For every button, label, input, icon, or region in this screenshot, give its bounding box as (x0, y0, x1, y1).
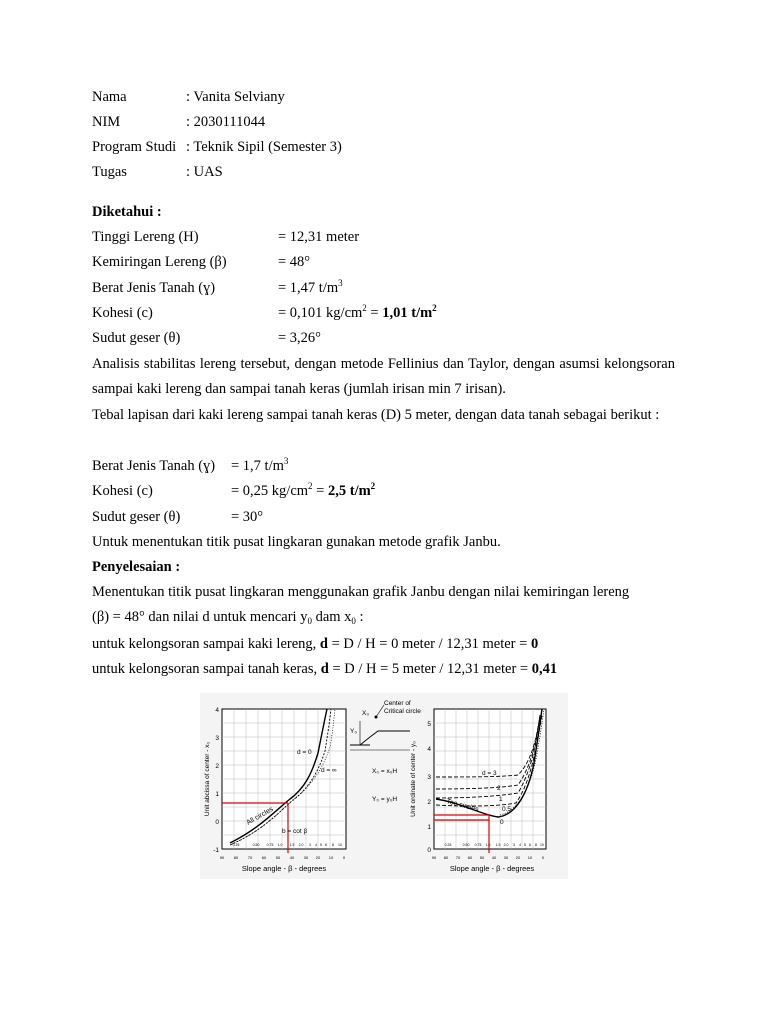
svg-text:6: 6 (529, 843, 531, 847)
label-05: 0.5 (502, 806, 512, 813)
label-y0: Y₀ (350, 728, 358, 735)
given-row (92, 278, 343, 297)
svg-text:2.0: 2.0 (503, 843, 509, 847)
label-bcot: b = cot β (282, 828, 308, 835)
left-ylabel: Unit abcissa of center - x₀ (204, 741, 211, 817)
nama-value: : Vanita Selviany (186, 89, 285, 105)
svg-text:0: 0 (215, 819, 219, 826)
svg-text:3: 3 (427, 774, 431, 781)
svg-text:4: 4 (215, 707, 219, 714)
given-label: Berat Jenis Tanah (ɣ) (92, 280, 216, 296)
unit-exponent: 2 (308, 481, 313, 491)
unit-exponent: 2 (370, 481, 376, 491)
given-row (92, 329, 321, 347)
svg-text:0.50: 0.50 (462, 843, 470, 847)
label-2: 2 (497, 785, 501, 792)
unit-exponent: 2 (432, 303, 437, 313)
svg-text:5: 5 (524, 843, 526, 847)
given-label: Sudut geser (θ) (92, 330, 181, 346)
given-value: = 3,26° (278, 330, 321, 346)
svg-text:40: 40 (289, 855, 295, 860)
janbu-chart-figure (200, 693, 568, 879)
given-row (92, 303, 437, 322)
svg-text:80: 80 (443, 855, 449, 860)
given-row (92, 253, 311, 271)
svg-text:4: 4 (519, 843, 521, 847)
equals-sign: = (366, 305, 383, 321)
svg-text:50: 50 (275, 855, 281, 860)
tugas-row (92, 163, 223, 181)
hardsoil-value: = 1,7 t/m (231, 458, 284, 474)
svg-text:0.75: 0.75 (266, 843, 274, 847)
diketahui-heading: Diketahui : (92, 204, 162, 220)
hardsoil-failure-line: untuk kelongsoran sampai tanah keras, d = D / H = 5 meter / 12,31 meter = 0,41 (92, 661, 558, 677)
svg-text:10: 10 (328, 855, 334, 860)
given-value: = 48° (278, 254, 311, 270)
svg-text:30: 30 (303, 855, 309, 860)
nim-label: NIM (92, 114, 121, 130)
svg-text:20: 20 (315, 855, 321, 860)
label-x0h: X₀ = x₀H (372, 768, 398, 775)
svg-text:1.0: 1.0 (485, 843, 491, 847)
svg-text:70: 70 (455, 855, 461, 860)
svg-text:0.25: 0.25 (232, 843, 240, 847)
svg-text:1: 1 (427, 824, 431, 831)
given-label: Kemiringan Lereng (β) (92, 254, 227, 270)
svg-text:30: 30 (503, 855, 509, 860)
given-row (92, 228, 360, 246)
unit-exponent: 3 (283, 456, 289, 466)
svg-text:4: 4 (315, 843, 317, 847)
hardsoil-label: Kohesi (c) (92, 483, 153, 499)
prodi-value: : Teknik Sipil (Semester 3) (186, 139, 342, 155)
nama-row (92, 88, 285, 106)
hardsoil-row (92, 456, 289, 475)
svg-text:5: 5 (320, 843, 322, 847)
nama-label: Nama (92, 89, 127, 105)
svg-text:0.50: 0.50 (252, 843, 260, 847)
svg-text:60: 60 (467, 855, 473, 860)
given-label: Kohesi (c) (92, 305, 153, 321)
given-value: = 1,47 t/m (278, 280, 339, 296)
converted-value: 1,01 t/m (382, 305, 433, 321)
svg-text:0.75: 0.75 (474, 843, 482, 847)
svg-text:0: 0 (427, 847, 431, 854)
label-d3: d = 3 (482, 770, 497, 777)
given-value: = 0,101 kg/cm (278, 305, 363, 321)
svg-text:90: 90 (431, 855, 437, 860)
hardsoil-row (92, 508, 264, 526)
label-d0: d = 0 (297, 749, 312, 756)
analysis-paragraph: Analisis stabilitas lereng tersebut, dengan metode Fellinius dan Taylor, dengan asumsi kelongsoran sampai kaki lereng dan sampai tanah keras (jumlah irisan min 7 irisan). (92, 356, 675, 397)
toe-failure-line: untuk kelongsoran sampai kaki lereng, d = D / H = 0 meter / 12,31 meter = 0 (92, 636, 539, 652)
hardsoil-label: Berat Jenis Tanah (ɣ) (92, 458, 216, 474)
penyelesaian-heading: Penyelesaian : (92, 559, 181, 575)
svg-text:10: 10 (540, 843, 544, 847)
svg-text:20: 20 (515, 855, 521, 860)
left-xlabel: Slope angle - β - degrees (241, 864, 327, 873)
janbu-note: Untuk menentukan titik pusat lingkaran gunakan metode grafik Janbu. (92, 534, 501, 550)
svg-text:-1: -1 (213, 847, 219, 854)
hardsoil-value: = 30° (231, 509, 264, 525)
hardsoil-row (92, 481, 376, 500)
svg-text:4: 4 (427, 746, 431, 753)
svg-text:0.25: 0.25 (444, 843, 452, 847)
svg-text:10: 10 (338, 843, 342, 847)
svg-text:1.0: 1.0 (277, 843, 283, 847)
svg-text:0: 0 (541, 855, 545, 860)
prodi-row (92, 138, 342, 156)
svg-text:3: 3 (215, 735, 219, 742)
unit-exponent: 2 (362, 303, 367, 313)
janbu-chart-svg (200, 693, 568, 879)
label-y0h: Y₀ = y₀H (372, 796, 398, 803)
right-xlabel: Slope angle - β - degrees (449, 864, 535, 873)
label-critical: Critical circle (384, 708, 421, 715)
given-label: Tinggi Lereng (H) (92, 229, 199, 245)
label-dinf: d = ∞ (321, 767, 337, 774)
tugas-label: Tugas (92, 164, 127, 180)
svg-text:60: 60 (261, 855, 267, 860)
janbu-paragraph: Menentukan titik pusat lingkaran menggunakan grafik Janbu dengan nilai kemiringan lereng (β) = 48° dan nilai d untuk mencari $y_0$ dam $x_0$ : (92, 584, 630, 626)
hardsoil-label: Sudut geser (θ) (92, 509, 181, 525)
label-toe-circles: Toe circles (445, 798, 480, 814)
unit-exponent: 3 (338, 278, 343, 288)
left-chart (204, 707, 346, 873)
svg-text:1: 1 (215, 791, 219, 798)
hardsoil-value: = 0,25 kg/cm (231, 483, 309, 499)
svg-text:3: 3 (513, 843, 515, 847)
svg-text:40: 40 (491, 855, 497, 860)
prodi-label: Program Studi (92, 139, 177, 155)
label-1: 1 (499, 796, 503, 803)
svg-text:2: 2 (215, 763, 219, 770)
svg-text:80: 80 (233, 855, 239, 860)
label-all-circles: All circles (245, 805, 275, 827)
svg-text:6: 6 (325, 843, 327, 847)
svg-text:3: 3 (309, 843, 311, 847)
given-value: = 12,31 meter (278, 229, 360, 245)
nim-row (92, 113, 266, 131)
svg-text:2.0: 2.0 (298, 843, 304, 847)
right-ylabel: Unit ordinate of center - y₀ (410, 741, 417, 817)
svg-text:8: 8 (332, 843, 334, 847)
svg-text:5: 5 (427, 721, 431, 728)
svg-text:8: 8 (535, 843, 537, 847)
converted-value: 2,5 t/m (327, 483, 371, 499)
tugas-value: : UAS (186, 164, 223, 180)
svg-text:0: 0 (342, 855, 346, 860)
layer-paragraph: Tebal lapisan dari kaki lereng sampai tanah keras (D) 5 meter, dengan data tanah sebagai berikut : (92, 407, 660, 423)
svg-text:70: 70 (247, 855, 253, 860)
equals-sign: = (312, 483, 328, 499)
label-x0: X₀ (362, 710, 370, 717)
svg-text:2: 2 (427, 799, 431, 806)
label-center: Center of (384, 700, 411, 707)
svg-text:1.5: 1.5 (495, 843, 501, 847)
svg-text:10: 10 (527, 855, 533, 860)
nim-value: : 2030111044 (186, 114, 266, 130)
svg-text:1.5: 1.5 (289, 843, 295, 847)
label-0: 0 (500, 819, 504, 826)
svg-text:50: 50 (479, 855, 485, 860)
svg-text:90: 90 (219, 855, 225, 860)
